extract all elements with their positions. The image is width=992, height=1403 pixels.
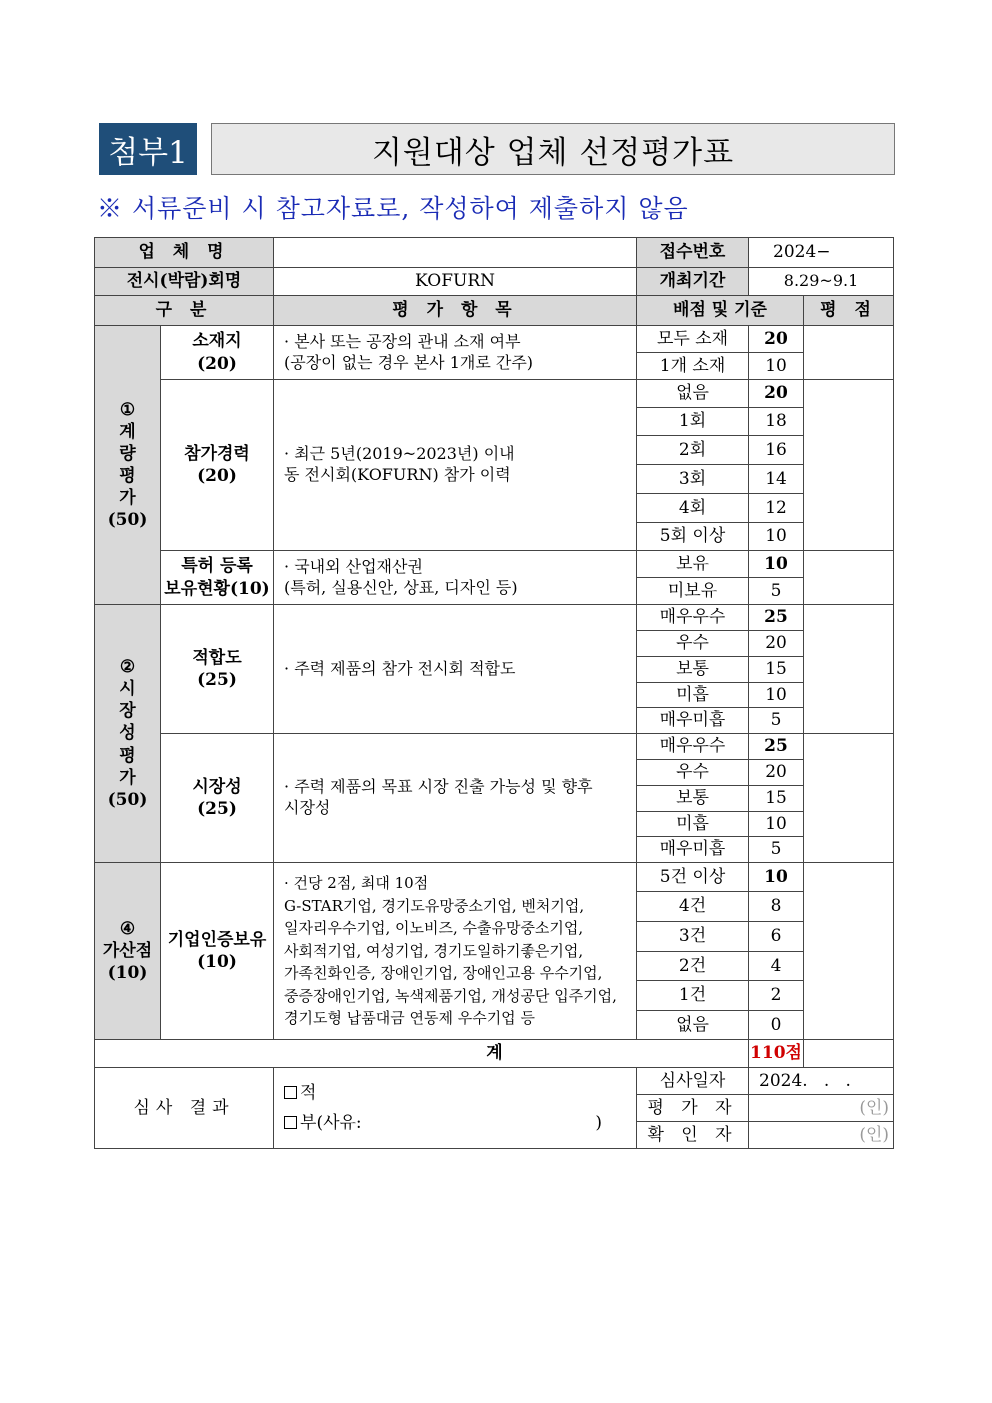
- criteria-points: 2: [749, 981, 804, 1011]
- certification-desc: · 건당 2점, 최대 10점 G-STAR기업, 경기도유망중소기업, 벤처기업, 일자리우수기업, 이노비즈, 수출유망중소기업, 사회적기업, 여성기업, 경기도일하기좋은기업, 가족친화인증, 장애인기업, 장애인고용 우수기업, 중증장애인기업, 녹색제품기업, 개성공단 입주기업, 경기도형 납품대금 연동제 우수기업 등: [274, 863, 637, 1040]
- criteria-points: 20: [749, 631, 804, 657]
- result-option-ok[interactable]: 적: [284, 1082, 632, 1104]
- total-value: 110점: [749, 1040, 804, 1068]
- criteria-label: 보통: [637, 786, 749, 812]
- criteria-points: 6: [749, 922, 804, 952]
- col-category: 구 분: [95, 296, 274, 326]
- criteria-points: 10: [749, 551, 804, 578]
- criteria-label: 5회 이상: [637, 523, 749, 551]
- criteria-points: 25: [749, 605, 804, 631]
- page-title: 지원대상 업체 선정평가표: [211, 123, 895, 175]
- marketability-desc: · 주력 제품의 목표 시장 진출 가능성 및 향후 시장성: [274, 734, 637, 863]
- criteria-points: 4: [749, 952, 804, 981]
- score-cell-marketability[interactable]: [804, 734, 894, 863]
- section2-label: ② 시 장 성 평 가 (50): [95, 605, 161, 863]
- criteria-points: 10: [749, 683, 804, 708]
- criteria-label: 2회: [637, 436, 749, 465]
- company-label: 업 체 명: [95, 238, 274, 268]
- period-value: 8.29~9.1: [749, 268, 894, 296]
- criteria-label: 모두 소재: [637, 326, 749, 353]
- experience-desc: · 최근 5년(2019~2023년) 이내 동 전시회(KOFURN) 참가 이력: [274, 380, 637, 551]
- evaluation-table: [94, 237, 894, 1149]
- criteria-label: 우수: [637, 631, 749, 657]
- receipt-value[interactable]: 2024−: [749, 238, 894, 268]
- score-cell-fitness[interactable]: [804, 605, 894, 734]
- attachment-tag: 첨부1: [99, 123, 197, 175]
- result-option-no[interactable]: 부(사유: ): [284, 1112, 632, 1134]
- experience-item: 참가경력 (20): [161, 380, 274, 551]
- result-label: 심사 결과: [95, 1068, 274, 1149]
- criteria-points: 15: [749, 786, 804, 812]
- fitness-item: 적합도 (25): [161, 605, 274, 734]
- evaluator-label: 평 가 자: [637, 1095, 749, 1122]
- criteria-label: 없음: [637, 380, 749, 408]
- location-desc: · 본사 또는 공장의 관내 소재 여부 (공장이 없는 경우 본사 1개로 간주): [274, 326, 637, 380]
- criteria-label: 1건: [637, 981, 749, 1011]
- criteria-points: 20: [749, 326, 804, 353]
- criteria-label: 미흡: [637, 683, 749, 708]
- criteria-label: 미흡: [637, 812, 749, 837]
- period-label: 개최기간: [637, 268, 749, 296]
- evaluator-seal[interactable]: (인): [749, 1095, 894, 1122]
- criteria-points: 0: [749, 1011, 804, 1040]
- criteria-points: 10: [749, 353, 804, 380]
- checkbox-icon: [284, 1116, 297, 1129]
- criteria-label: 1회: [637, 408, 749, 436]
- criteria-label: 보유: [637, 551, 749, 578]
- section1-label: ① 계 량 평 가 (50): [95, 326, 161, 605]
- patent-desc: · 국내외 산업재산권 (특허, 실용신안, 상표, 디자인 등): [274, 551, 637, 605]
- criteria-label: 4건: [637, 892, 749, 922]
- criteria-points: 16: [749, 436, 804, 465]
- criteria-points: 20: [749, 380, 804, 408]
- criteria-label: 3건: [637, 922, 749, 952]
- criteria-points: 10: [749, 863, 804, 892]
- certification-item: 기업인증보유 (10): [161, 863, 274, 1040]
- notice-text: ※ 서류준비 시 참고자료로, 작성하여 제출하지 않음: [97, 194, 689, 223]
- score-cell-patent[interactable]: [804, 551, 894, 605]
- checkbox-icon: [284, 1086, 297, 1099]
- marketability-item: 시장성 (25): [161, 734, 274, 863]
- score-cell-location[interactable]: [804, 326, 894, 380]
- score-cell-total[interactable]: [804, 1040, 894, 1068]
- score-cell-experience[interactable]: [804, 380, 894, 551]
- col-score: 평 점: [804, 296, 894, 326]
- col-items: 평 가 항 목: [274, 296, 637, 326]
- criteria-points: 5: [749, 578, 804, 605]
- patent-item: 특허 등록 보유현황(10): [161, 551, 274, 605]
- criteria-label: 매우우수: [637, 605, 749, 631]
- criteria-points: 12: [749, 494, 804, 523]
- criteria-points: 5: [749, 708, 804, 734]
- criteria-points: 8: [749, 892, 804, 922]
- fitness-desc: · 주력 제품의 참가 전시회 적합도: [274, 605, 637, 734]
- company-value[interactable]: [274, 238, 637, 268]
- confirmer-seal[interactable]: (인): [749, 1122, 894, 1149]
- criteria-points: 25: [749, 734, 804, 760]
- section4-label: ④ 가산점 (10): [95, 863, 161, 1040]
- criteria-label: 매우우수: [637, 734, 749, 760]
- criteria-label: 매우미흡: [637, 708, 749, 734]
- review-date-value[interactable]: 2024. . .: [749, 1068, 894, 1095]
- result-options: [274, 1068, 637, 1149]
- score-cell-certification[interactable]: [804, 863, 894, 1040]
- receipt-label: 접수번호: [637, 238, 749, 268]
- criteria-label: 매우미흡: [637, 837, 749, 863]
- criteria-label: 미보유: [637, 578, 749, 605]
- criteria-label: 5건 이상: [637, 863, 749, 892]
- col-criteria: 배점 및 기준: [637, 296, 804, 326]
- criteria-label: 4회: [637, 494, 749, 523]
- criteria-points: 5: [749, 837, 804, 863]
- criteria-label: 3회: [637, 465, 749, 494]
- exhibition-label: 전시(박람)회명: [95, 268, 274, 296]
- criteria-label: 보통: [637, 657, 749, 683]
- criteria-label: 없음: [637, 1011, 749, 1040]
- criteria-points: 15: [749, 657, 804, 683]
- criteria-label: 2건: [637, 952, 749, 981]
- criteria-points: 18: [749, 408, 804, 436]
- criteria-label: 1개 소재: [637, 353, 749, 380]
- criteria-points: 14: [749, 465, 804, 494]
- criteria-points: 20: [749, 760, 804, 786]
- total-label: 계: [95, 1040, 749, 1068]
- criteria-label: 우수: [637, 760, 749, 786]
- location-item: 소재지 (20): [161, 326, 274, 380]
- confirmer-label: 확 인 자: [637, 1122, 749, 1149]
- review-date-label: 심사일자: [637, 1068, 749, 1095]
- criteria-points: 10: [749, 523, 804, 551]
- criteria-points: 10: [749, 812, 804, 837]
- exhibition-value: KOFURN: [274, 268, 637, 296]
